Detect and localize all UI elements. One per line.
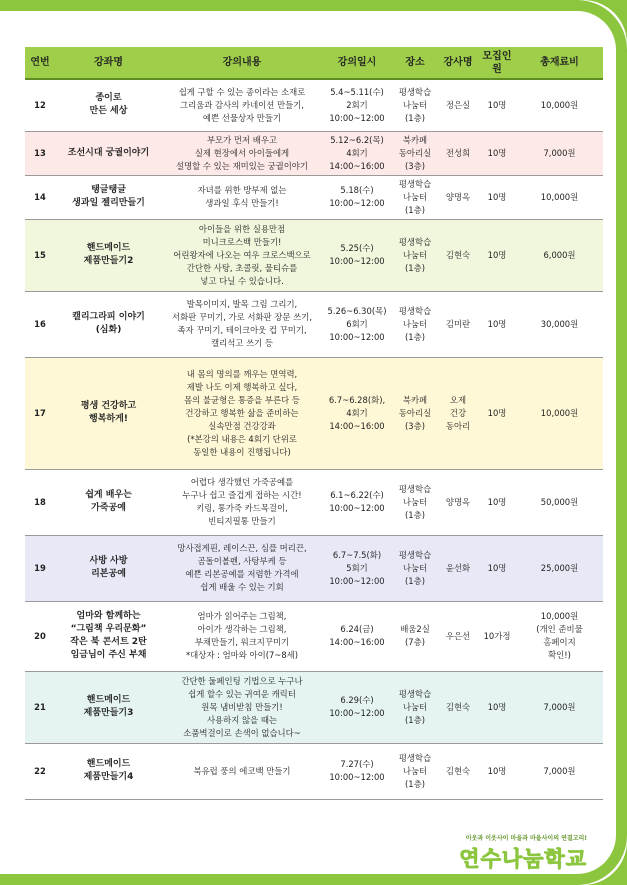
table-row — [25, 469, 603, 535]
course-table — [25, 47, 603, 800]
course-name-line: 핸드메이드 — [86, 759, 131, 769]
course-content-line: 몸의 불균형은 통증을 부른다 등 — [184, 394, 300, 405]
course-fee — [516, 671, 603, 743]
course-place-line: (1층) — [405, 204, 425, 215]
course-fee — [516, 131, 603, 175]
course-fee-line: 10,000원 — [540, 407, 579, 418]
course-name-line: 생과일 젤리만들기 — [72, 198, 145, 208]
course-teacher-line: 김현숙 — [445, 249, 471, 260]
course-name-line: 종이로 — [95, 93, 122, 104]
course-name — [55, 219, 162, 291]
course-content-line: 족자 꾸미기, 테이크아웃 컵 꾸미기, — [177, 325, 307, 335]
course-content-line: 발목이미지, 발목 그림 그리기, — [186, 299, 298, 309]
course-name-line: 쉽게 배우는 — [85, 490, 132, 500]
course-fee-line: 7,000원 — [543, 701, 576, 712]
course-content-line: 자녀를 위한 방부제 없는 — [197, 185, 287, 195]
course-name — [55, 469, 162, 535]
course-name-line: 제품만들기3 — [83, 708, 134, 718]
course-date-line: 5.4~5.11(수) — [330, 86, 384, 97]
course-no: 19 — [25, 535, 55, 601]
course-place — [392, 469, 438, 535]
course-teacher — [438, 79, 478, 131]
course-name — [55, 131, 162, 175]
course-content-line: 예쁜 선물상자 만들기 — [202, 112, 282, 123]
course-capacity: 10명 — [478, 535, 516, 601]
table-row — [25, 291, 603, 357]
course-date — [322, 357, 392, 469]
course-content-line: 건강하고 행복한 삶을 준비하는 — [185, 407, 299, 418]
course-date-line: 6.24(금) — [340, 624, 374, 634]
footer-logo: 연수나눔학교 — [459, 847, 587, 871]
course-name — [55, 291, 162, 357]
course-fee — [516, 79, 603, 131]
course-date — [322, 291, 392, 357]
course-name-line: “그림책 우리문화” — [70, 624, 147, 634]
course-place-line: (1층) — [405, 575, 425, 586]
course-date-line: 10:00~12:00 — [329, 198, 385, 208]
course-fee-line: 홈페이지 — [543, 637, 576, 647]
course-fee-line: 30,000원 — [540, 318, 579, 329]
table-row — [25, 79, 603, 131]
course-date — [322, 671, 392, 743]
course-date-line: 10:00~12:00 — [329, 503, 385, 513]
course-date — [322, 131, 392, 175]
course-name-line: 평생 건강하고 — [80, 401, 137, 411]
course-fee — [516, 601, 603, 671]
course-content-line: 미니크로스백 만들기! — [202, 236, 282, 247]
course-content — [162, 79, 322, 131]
course-date-line: 10:00~12:00 — [329, 112, 385, 123]
course-content-line: 생과일 후식 만들기! — [205, 198, 279, 208]
course-content-line: 소품벽걸이로 손색이 없습니다~ — [183, 727, 301, 738]
course-date-line: 5.12~6.2(목) — [330, 134, 384, 145]
course-place — [392, 357, 438, 469]
course-content-line: 서화판 꾸미기, 가로 서화판 장문 쓰기, — [172, 312, 312, 322]
course-teacher — [438, 219, 478, 291]
course-name-line: 임금님이 주신 부채 — [70, 650, 147, 660]
course-content — [162, 601, 322, 671]
course-date-line: 14:00~16:00 — [329, 160, 385, 171]
course-teacher-line: 동아리 — [445, 420, 471, 431]
table-row — [25, 743, 603, 799]
course-capacity: 10명 — [478, 79, 516, 131]
course-name — [55, 79, 162, 131]
course-no: 13 — [25, 131, 55, 175]
course-no: 22 — [25, 743, 55, 799]
course-place-line: 나눔터 — [402, 318, 428, 329]
course-fee-line: 10,000원 — [540, 191, 579, 202]
course-date-line: 14:00~16:00 — [329, 420, 385, 431]
course-place-line: 평생학습 — [398, 178, 432, 189]
course-content-line: 북유럽 풍의 에코백 만들기 — [193, 765, 291, 776]
course-fee — [516, 535, 603, 601]
course-content-line: 아이가 생각하는 그림책, — [197, 624, 287, 634]
course-date-line: 10:00~12:00 — [329, 331, 385, 342]
course-place-line: (1층) — [405, 509, 425, 520]
course-name-line: 행복하게! — [89, 414, 128, 424]
table-row — [25, 671, 603, 743]
course-no: 14 — [25, 175, 55, 219]
course-teacher-line: 김현숙 — [445, 765, 471, 776]
course-place-line: (3층) — [405, 160, 425, 171]
course-capacity: 10명 — [478, 469, 516, 535]
course-place-line: 평생학습 — [398, 688, 432, 699]
course-fee-line: 확인!) — [548, 650, 571, 660]
course-date-line: 5회기 — [346, 562, 368, 573]
course-teacher-line: 건강 — [449, 407, 467, 418]
course-place — [392, 175, 438, 219]
course-date-line: 14:00~16:00 — [329, 637, 385, 647]
course-place — [392, 79, 438, 131]
course-content — [162, 291, 322, 357]
course-content-line: 어린왕자에 나오는 여우 크로스백으로 — [173, 249, 311, 260]
course-no: 17 — [25, 357, 55, 469]
course-place-line: 나눔터 — [402, 562, 428, 573]
course-content-line: 실속만점 건강강좌 — [208, 420, 276, 431]
course-place-line: 나눔터 — [402, 496, 428, 507]
course-teacher-line: 양명옥 — [445, 191, 471, 202]
course-content — [162, 743, 322, 799]
course-teacher — [438, 743, 478, 799]
course-name-line: 사방 사방 — [89, 556, 128, 566]
course-teacher-line: 김미란 — [445, 318, 471, 329]
course-place-line: (1층) — [405, 262, 425, 273]
course-content-line: 원목 냄비받침 만들기! — [201, 701, 283, 712]
course-place-line: (1층) — [405, 778, 425, 789]
course-place — [392, 219, 438, 291]
course-date-line: 10:00~12:00 — [329, 575, 385, 586]
course-name-line: 제품만들기4 — [83, 772, 134, 782]
course-place-line: 나눔터 — [402, 191, 428, 202]
course-place-line: 나눔터 — [402, 249, 428, 260]
course-place — [392, 601, 438, 671]
course-teacher — [438, 357, 478, 469]
course-content-line: 넣고 다닐 수 있습니다. — [200, 275, 284, 286]
course-date — [322, 469, 392, 535]
course-name — [55, 601, 162, 671]
course-name-line: (심화) — [95, 325, 122, 335]
course-place-line: 평생학습 — [398, 752, 432, 763]
course-content-line: 예쁜 리본공예를 저렴한 가격에 — [185, 569, 299, 579]
course-teacher-line: 윤선화 — [445, 562, 471, 573]
course-fee — [516, 175, 603, 219]
course-teacher — [438, 175, 478, 219]
course-name-line: 작은 북 콘서트 2탄 — [70, 637, 147, 647]
course-name-line: 핸드메이드 — [86, 243, 131, 253]
course-date — [322, 219, 392, 291]
course-place-line: 나눔터 — [402, 765, 428, 776]
course-content-line: 간단한 둘페인팅 기법으로 누구나 — [181, 675, 303, 686]
course-capacity: 10명 — [478, 219, 516, 291]
col-header-place: 장소 — [392, 47, 438, 79]
course-place-line: (1층) — [405, 714, 425, 725]
course-date-line: 6.7~7.5(화) — [332, 549, 382, 560]
course-date-line: 6.29(수) — [340, 695, 374, 705]
course-date-line: 10:00~12:00 — [329, 708, 385, 718]
course-content-line: 부모가 먼저 배우고 — [206, 134, 278, 145]
course-capacity: 10가정 — [478, 601, 516, 671]
course-teacher — [438, 535, 478, 601]
course-place-line: 나눔터 — [402, 701, 428, 712]
course-place-line: 북카페 — [402, 134, 428, 145]
course-content-line: 쉽게 배울 수 있는 기회 — [200, 582, 284, 592]
course-fee — [516, 743, 603, 799]
course-teacher-line: 전성희 — [445, 147, 471, 158]
course-name-line: 캘리그라피 이야기 — [72, 312, 145, 322]
course-place — [392, 291, 438, 357]
course-name-line: 만든 세상 — [89, 106, 128, 117]
course-fee-line: 25,000원 — [540, 562, 579, 573]
course-content-line: 간단한 사탕, 초콜릿, 물티슈를 — [186, 262, 298, 273]
course-date-line: 6회기 — [346, 318, 368, 329]
footer-tagline: 이웃과 이웃사이 마을과 마을사이의 연결고리! — [465, 835, 587, 842]
col-header-fee: 총재료비 — [516, 47, 603, 79]
table-row — [25, 175, 603, 219]
course-content-line: 캘리석고 쓰기 등 — [211, 338, 273, 348]
course-place-line: 평생학습 — [398, 236, 432, 247]
course-content-line: *대상자 : 엄마와 아이(7~8세) — [185, 650, 299, 660]
table-row — [25, 357, 603, 469]
course-place — [392, 535, 438, 601]
course-date-line: 6.7~6.28(화), — [328, 394, 386, 405]
course-place-line: (1층) — [405, 112, 425, 123]
course-place-line: 평생학습 — [398, 549, 432, 560]
col-header-date: 강의일시 — [322, 47, 392, 79]
course-place-line: 평생학습 — [398, 305, 432, 316]
course-content — [162, 131, 322, 175]
course-place-line: 동아리실 — [398, 407, 432, 418]
course-no: 15 — [25, 219, 55, 291]
course-name-line: 리본공예 — [91, 569, 126, 579]
course-name-line: 탱글탱글 — [91, 185, 126, 195]
course-name-line: 핸드메이드 — [86, 695, 131, 705]
course-content-line: 그리움과 감사의 카네이션 만들기, — [180, 99, 304, 110]
course-date-line: 4회기 — [346, 407, 368, 418]
course-content — [162, 469, 322, 535]
course-teacher-line: 김현숙 — [445, 701, 471, 712]
course-place — [392, 671, 438, 743]
course-content-line: 엄마가 읽어주는 그림책, — [197, 611, 287, 621]
course-fee — [516, 219, 603, 291]
course-fee-line: 10,000원 — [540, 611, 579, 621]
course-content-line: 실제 현장에서 아이들에게 — [194, 147, 290, 158]
course-place-line: 북카페 — [402, 394, 428, 405]
course-content-line: 어렵다 생각했던 가죽공예를 — [190, 477, 294, 487]
col-header-content: 강의내용 — [162, 47, 322, 79]
course-teacher-line: 정은실 — [445, 99, 471, 110]
course-place-line: (1층) — [405, 331, 425, 342]
course-content-line: 망사접게핀, 레이스끈, 심플 머리끈, — [177, 543, 307, 553]
course-fee — [516, 357, 603, 469]
course-teacher-line: 오제 — [449, 394, 467, 405]
course-date-line: 6.1~6.22(수) — [330, 490, 384, 500]
course-name-line: 조선시대 궁궐이야기 — [67, 147, 150, 158]
course-date-line: 10:00~12:00 — [329, 256, 385, 266]
course-place — [392, 131, 438, 175]
course-capacity: 10명 — [478, 131, 516, 175]
course-content — [162, 671, 322, 743]
course-fee-line: 50,000원 — [540, 496, 579, 507]
course-content-line: 동일한 내용이 진행됩니다) — [193, 446, 291, 457]
course-date — [322, 175, 392, 219]
table-header-row — [25, 47, 603, 79]
course-place-line: 평생학습 — [398, 483, 432, 494]
course-place-line: 평생학습 — [398, 86, 432, 97]
course-no: 18 — [25, 469, 55, 535]
course-fee — [516, 469, 603, 535]
table-row — [25, 601, 603, 671]
course-name-line: 가죽공예 — [91, 503, 126, 513]
course-content-line: 내 몸의 명의를 깨우는 면역력, — [186, 368, 298, 379]
course-content-line: 사용하지 않을 때는 — [206, 714, 278, 725]
course-date-line: 5.18(수) — [340, 185, 374, 195]
course-date-line: 5.25(수) — [340, 243, 374, 253]
course-capacity: 10명 — [478, 743, 516, 799]
course-teacher-line: 양명옥 — [445, 496, 471, 507]
course-content — [162, 357, 322, 469]
course-fee-line: 7,000원 — [543, 765, 576, 776]
course-no: 12 — [25, 79, 55, 131]
course-date — [322, 601, 392, 671]
course-name — [55, 175, 162, 219]
col-header-teacher: 강사명 — [438, 47, 478, 79]
course-date — [322, 79, 392, 131]
course-date-line: 10:00~12:00 — [329, 772, 385, 782]
course-place-line: (3층) — [405, 420, 425, 431]
course-no: 16 — [25, 291, 55, 357]
table-row — [25, 219, 603, 291]
course-name-line: 엄마와 함께하는 — [76, 611, 141, 621]
course-content-line: 부채만들기, 워크지꾸미기 — [194, 637, 290, 647]
course-name — [55, 743, 162, 799]
course-content — [162, 535, 322, 601]
col-header-capacity: 모집인원 — [478, 47, 516, 79]
course-content-line: 제발 나도 이제 행복하고 싶다, — [186, 381, 298, 392]
course-name — [55, 671, 162, 743]
course-capacity: 10명 — [478, 671, 516, 743]
course-content-line: (*본강의 내용은 4회기 단위로 — [187, 433, 297, 444]
course-content-line: 쉽게 구할 수 있는 종이라는 소재로 — [178, 86, 306, 97]
course-content-line: 곰돌이볼펜, 사탕부케 등 — [197, 556, 287, 566]
course-content-line: 누구나 쉽고 즐겁게 접하는 시간! — [182, 490, 302, 500]
course-place-line: 동아리실 — [398, 147, 432, 158]
course-fee-line: (개인 준비물 — [536, 624, 583, 634]
course-fee — [516, 291, 603, 357]
course-capacity: 10명 — [478, 291, 516, 357]
course-teacher-line: 우은선 — [445, 630, 471, 641]
table-row — [25, 131, 603, 175]
course-place-line: 배움2실 — [400, 624, 430, 634]
col-header-no: 연번 — [25, 47, 55, 79]
course-capacity: 10명 — [478, 357, 516, 469]
course-date-line: 7.27(수) — [340, 759, 374, 769]
course-date — [322, 743, 392, 799]
course-fee-line: 6,000원 — [543, 249, 576, 260]
course-content-line: 쉽게 할수 있는 귀여운 캐릭터 — [188, 688, 296, 699]
course-date-line: 4회기 — [346, 147, 368, 158]
course-content-line: 키링, 통가죽 카드목걸이, — [196, 503, 288, 513]
course-date-line: 2회기 — [346, 99, 368, 110]
course-content-line: 빈티지필통 만들기 — [208, 516, 276, 526]
course-name — [55, 535, 162, 601]
course-place-line: (7층) — [405, 637, 425, 647]
course-teacher — [438, 291, 478, 357]
course-fee-line: 10,000원 — [540, 99, 579, 110]
course-no: 21 — [25, 671, 55, 743]
course-date — [322, 535, 392, 601]
course-place-line: 나눔터 — [402, 99, 428, 110]
course-teacher — [438, 131, 478, 175]
course-place — [392, 743, 438, 799]
course-date-line: 5.26~6.30(목) — [327, 305, 387, 316]
col-header-name: 강좌명 — [55, 47, 162, 79]
course-content-line: 아이들을 위한 실용만점 — [198, 223, 286, 234]
course-teacher — [438, 601, 478, 671]
course-name — [55, 357, 162, 469]
course-name-line: 제품만들기2 — [83, 256, 134, 266]
course-content — [162, 219, 322, 291]
table-row — [25, 535, 603, 601]
course-teacher — [438, 469, 478, 535]
course-capacity: 10명 — [478, 175, 516, 219]
course-teacher — [438, 671, 478, 743]
course-content-line: 설명할 수 있는 재미있는 궁궐이야기 — [175, 160, 308, 171]
course-fee-line: 7,000원 — [543, 147, 576, 158]
course-no: 20 — [25, 601, 55, 671]
course-content — [162, 175, 322, 219]
